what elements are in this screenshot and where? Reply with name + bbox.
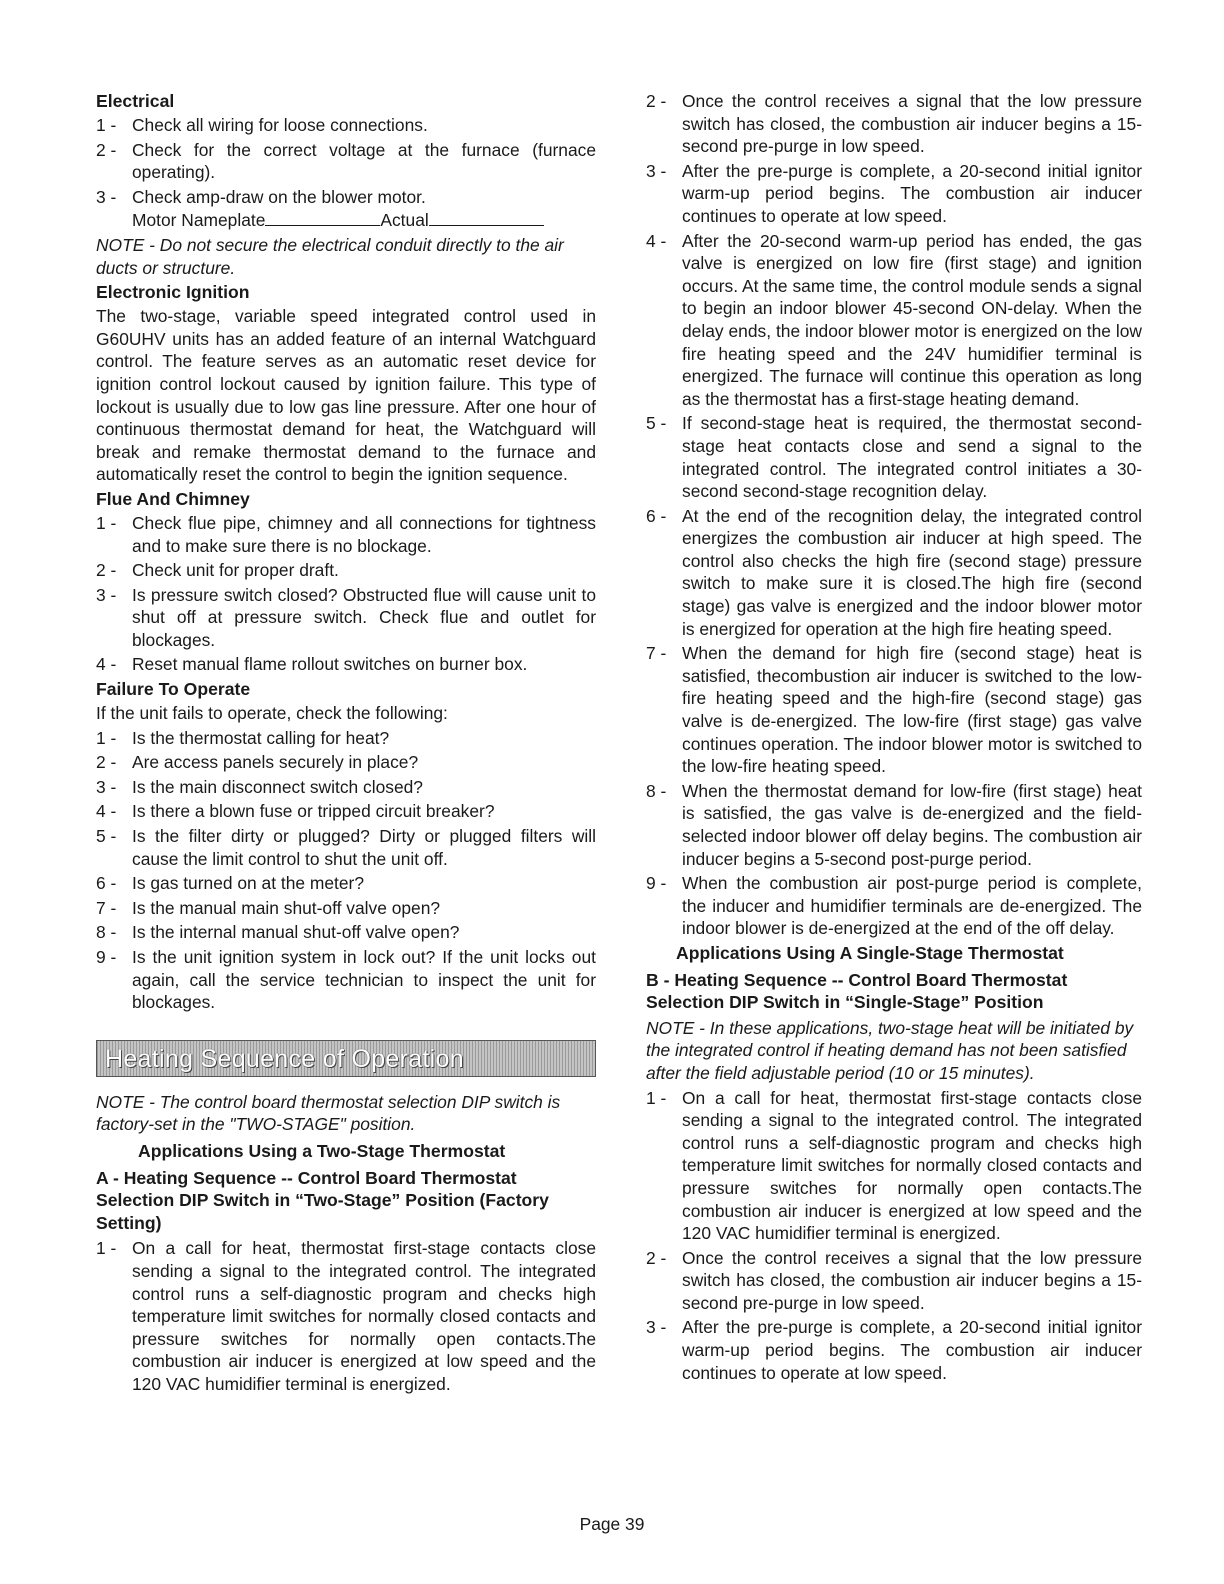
- motor-nameplate-line: [132, 208, 596, 232]
- item-number: 7 -: [96, 897, 117, 918]
- item-text: On a call for heat, thermostat first-stage contacts close sending a signal to the integrated control. The integrated control runs a self-diagnostic program and checks high temperature limit switches for normally closed contacts and pressure switches for normally open contacts.The combustion air inducer is energized at low speed and the 120 VAC humidifier terminal is energized.: [132, 1238, 596, 1394]
- list-item: [96, 751, 596, 774]
- failure-intro: If the unit fails to operate, check the following:: [96, 703, 448, 724]
- item-number: 1 -: [96, 727, 117, 748]
- item-text: Is the manual main shut-off valve open?: [132, 897, 441, 918]
- motor-nameplate-blank: [265, 208, 380, 226]
- failure-to-operate-heading: Failure To Operate: [96, 679, 251, 700]
- item-number: 2 -: [646, 1247, 667, 1268]
- item-text: When the combustion air post-purge period is complete, the inducer and humidifier terminals are de-energized. The indoor blower is de-energized at the end of the off delay.: [682, 873, 1142, 939]
- item-text: When the demand for high fire (second stage) heat is satisfied, thecombustion air inducer is switched to the low-fire heating speed and the high-fire (second stage) gas valve is de-energized. The low-fire (first stage) gas valve continues operation. The indoor blower motor is switched to the low-fire heating speed.: [682, 643, 1142, 777]
- electrical-note: NOTE - Do not secure the electrical conduit directly to the air ducts or structure.: [96, 234, 564, 278]
- list-item: [96, 897, 596, 920]
- actual-label: Actual: [380, 210, 429, 231]
- item-text: Is gas turned on at the meter?: [132, 873, 365, 894]
- item-number: 4 -: [96, 654, 117, 675]
- electrical-heading: Electrical: [96, 91, 175, 111]
- item-text: After the pre-purge is complete, a 20-second initial ignitor warm-up period begins. The combustion air inducer continues to operate at low speed.: [682, 160, 1142, 226]
- item-text: After the pre-purge is complete, a 20-second initial ignitor warm-up period begins. The combustion air inducer continues to operate at low speed.: [682, 1317, 1142, 1383]
- sequence-a-heading: A - Heating Sequence -- Control Board Thermostat Selection DIP Switch in “Two-Stage” Position (Factory Setting): [96, 1167, 549, 1233]
- item-number: 4 -: [646, 230, 667, 251]
- list-item: [646, 230, 1142, 411]
- item-text: When the thermostat demand for low-fire (first stage) heat is satisfied, the gas valve is de-energized and the field-selected indoor blower off delay begins. The combustion air inducer begins a 5-second post-purge period.: [682, 780, 1142, 869]
- item-number: 9 -: [646, 873, 667, 894]
- list-item: [96, 727, 596, 750]
- electronic-ignition-heading: Electronic Ignition: [96, 282, 250, 303]
- item-text: On a call for heat, thermostat first-stage contacts close sending a signal to the integrated control. The integrated control runs a self-diagnostic program and checks high temperature limit switches for normally closed contacts and pressure switches for normally open contacts.The combustion air inducer is energized at low speed and the 120 VAC humidifier terminal is energized.: [682, 1087, 1142, 1244]
- list-item: [646, 90, 1142, 158]
- list-item: [96, 139, 596, 184]
- list-item: [96, 825, 596, 870]
- page-number: Page 39: [579, 1514, 645, 1534]
- item-number: 2 -: [96, 752, 117, 773]
- list-item: [646, 505, 1142, 641]
- item-text: Once the control receives a signal that the low pressure switch has closed, the combustion air inducer begins a 15-second pre-purge in low speed.: [682, 91, 1142, 157]
- item-text: Is pressure switch closed? Obstructed flue will cause unit to shut off at pressure switch. Check flue and outlet for blockages.: [132, 584, 596, 650]
- item-number: 9 -: [96, 947, 117, 967]
- item-text: Check flue pipe, chimney and all connections for tightness and to make sure there is no blockage.: [132, 512, 596, 556]
- item-number: 3 -: [646, 160, 667, 181]
- item-number: 3 -: [96, 584, 117, 605]
- item-number: 1 -: [96, 115, 117, 135]
- item-text: Is the filter dirty or plugged? Dirty or plugged filters will cause the limit control to shut the unit off.: [132, 826, 596, 869]
- item-text: Check amp-draw on the blower motor.: [132, 186, 426, 207]
- item-number: 3 -: [96, 776, 117, 797]
- list-item: [646, 160, 1142, 228]
- flue-chimney-heading: Flue And Chimney: [96, 488, 250, 509]
- item-text: Are access panels securely in place?: [132, 752, 419, 773]
- right-column: [646, 90, 1142, 1386]
- list-item: [646, 872, 1142, 940]
- item-text: If second-stage heat is required, the thermostat second-stage heat contacts close and send a signal to the integrated control. The integrated control initiates a 30-second second-stage recognition delay.: [682, 413, 1142, 502]
- list-item: [646, 642, 1142, 778]
- list-item: [646, 780, 1142, 870]
- list-item: [96, 512, 596, 557]
- list-item: [96, 946, 596, 1014]
- item-text: After the 20-second warm-up period has ended, the gas valve is energized on low fire (first stage) and ignition occurs. At the same time, the control module sends a signal to begin an indoor blower 45-second ON-delay. When the delay ends, the indoor blower motor is energized on the low fire heating speed and the 24V humidifier terminal is energized. The furnace will continue this operation as long as the thermostat has a first-stage heating demand.: [682, 230, 1142, 409]
- list-item: [96, 921, 596, 944]
- item-number: 2 -: [646, 91, 667, 111]
- list-item: [96, 1237, 596, 1395]
- item-number: 8 -: [96, 922, 117, 943]
- item-text: Is the thermostat calling for heat?: [132, 727, 390, 748]
- item-number: 6 -: [96, 873, 117, 894]
- list-item: [646, 1316, 1142, 1384]
- item-text: Once the control receives a signal that the low pressure switch has closed, the combustion air inducer begins a 15-second pre-purge in low speed.: [682, 1247, 1142, 1313]
- left-column: [96, 90, 596, 1398]
- item-number: 3 -: [96, 186, 117, 207]
- section-banner: Heating Sequence of Operation: [96, 1040, 596, 1077]
- item-text: Check all wiring for loose connections.: [132, 115, 428, 135]
- list-item: [96, 559, 596, 582]
- item-number: 2 -: [96, 139, 117, 160]
- list-item: [96, 114, 596, 137]
- item-number: 5 -: [96, 826, 117, 847]
- item-text: At the end of the recognition delay, the integrated control energizes the combustion air inducer at high speed. The control also checks the high fire (second stage) pressure switch to make sure it is closed.The high fire (second stage) gas valve is energized and the indoor blower motor is energized for operation at the high fire heating speed.: [682, 505, 1142, 639]
- electronic-ignition-text: The two-stage, variable speed integrated control used in G60UHV units has an added feature of an internal Watchguard control. The feature serves as an automatic reset device for ignition control lockout caused by ignition failure. This type of lockout is usually due to low gas line pressure. After one hour of continuous thermostat demand for heat, the Watchguard will break and remake thermostat demand to the furnace and automatically reset the control to begin the ignition sequence.: [96, 306, 596, 485]
- list-item: [96, 872, 596, 895]
- list-item: [646, 1247, 1142, 1315]
- sequence-b-heading: B - Heating Sequence -- Control Board Thermostat Selection DIP Switch in “Single-Stage” Position: [646, 969, 1068, 1013]
- item-text: Is the internal manual shut-off valve open?: [132, 922, 460, 943]
- item-text: Check for the correct voltage at the furnace (furnace operating).: [132, 139, 596, 183]
- list-item: [96, 776, 596, 799]
- sequence-b-note: NOTE - In these applications, two-stage heat will be initiated by the integrated control if heating demand has not been satisfied after the field adjustable period (10 or 15 minutes).: [646, 1017, 1134, 1083]
- list-item: [646, 1087, 1142, 1245]
- item-number: 8 -: [646, 780, 667, 801]
- item-text: Check unit for proper draft.: [132, 560, 339, 581]
- dip-switch-note: NOTE - The control board thermostat selection DIP switch is factory-set in the "TWO-STAGE" position.: [96, 1091, 561, 1135]
- item-number: 1 -: [96, 1238, 117, 1259]
- list-item: [96, 186, 596, 209]
- item-number: 5 -: [646, 413, 667, 434]
- item-number: 3 -: [646, 1317, 667, 1338]
- item-text: Is the main disconnect switch closed?: [132, 776, 423, 797]
- item-number: 1 -: [646, 1087, 667, 1108]
- item-text: Reset manual flame rollout switches on burner box.: [132, 654, 528, 675]
- list-item: [96, 800, 596, 823]
- item-number: 1 -: [96, 512, 117, 533]
- item-number: 7 -: [646, 643, 667, 664]
- list-item: [96, 653, 596, 676]
- item-text: Is the unit ignition system in lock out? If the unit locks out again, call the service technician to inspect the unit for blockages.: [132, 947, 596, 1013]
- actual-blank: [429, 208, 544, 226]
- item-number: 2 -: [96, 560, 117, 581]
- item-text: Is there a blown fuse or tripped circuit breaker?: [132, 801, 495, 822]
- motor-nameplate-label: Motor Nameplate: [132, 210, 266, 231]
- single-stage-heading: Applications Using A Single-Stage Thermostat: [676, 942, 1064, 963]
- list-item: [646, 412, 1142, 502]
- item-number: 4 -: [96, 801, 117, 822]
- item-number: 6 -: [646, 505, 667, 526]
- two-stage-heading: Applications Using a Two-Stage Thermostat: [138, 1140, 506, 1161]
- list-item: [96, 584, 596, 652]
